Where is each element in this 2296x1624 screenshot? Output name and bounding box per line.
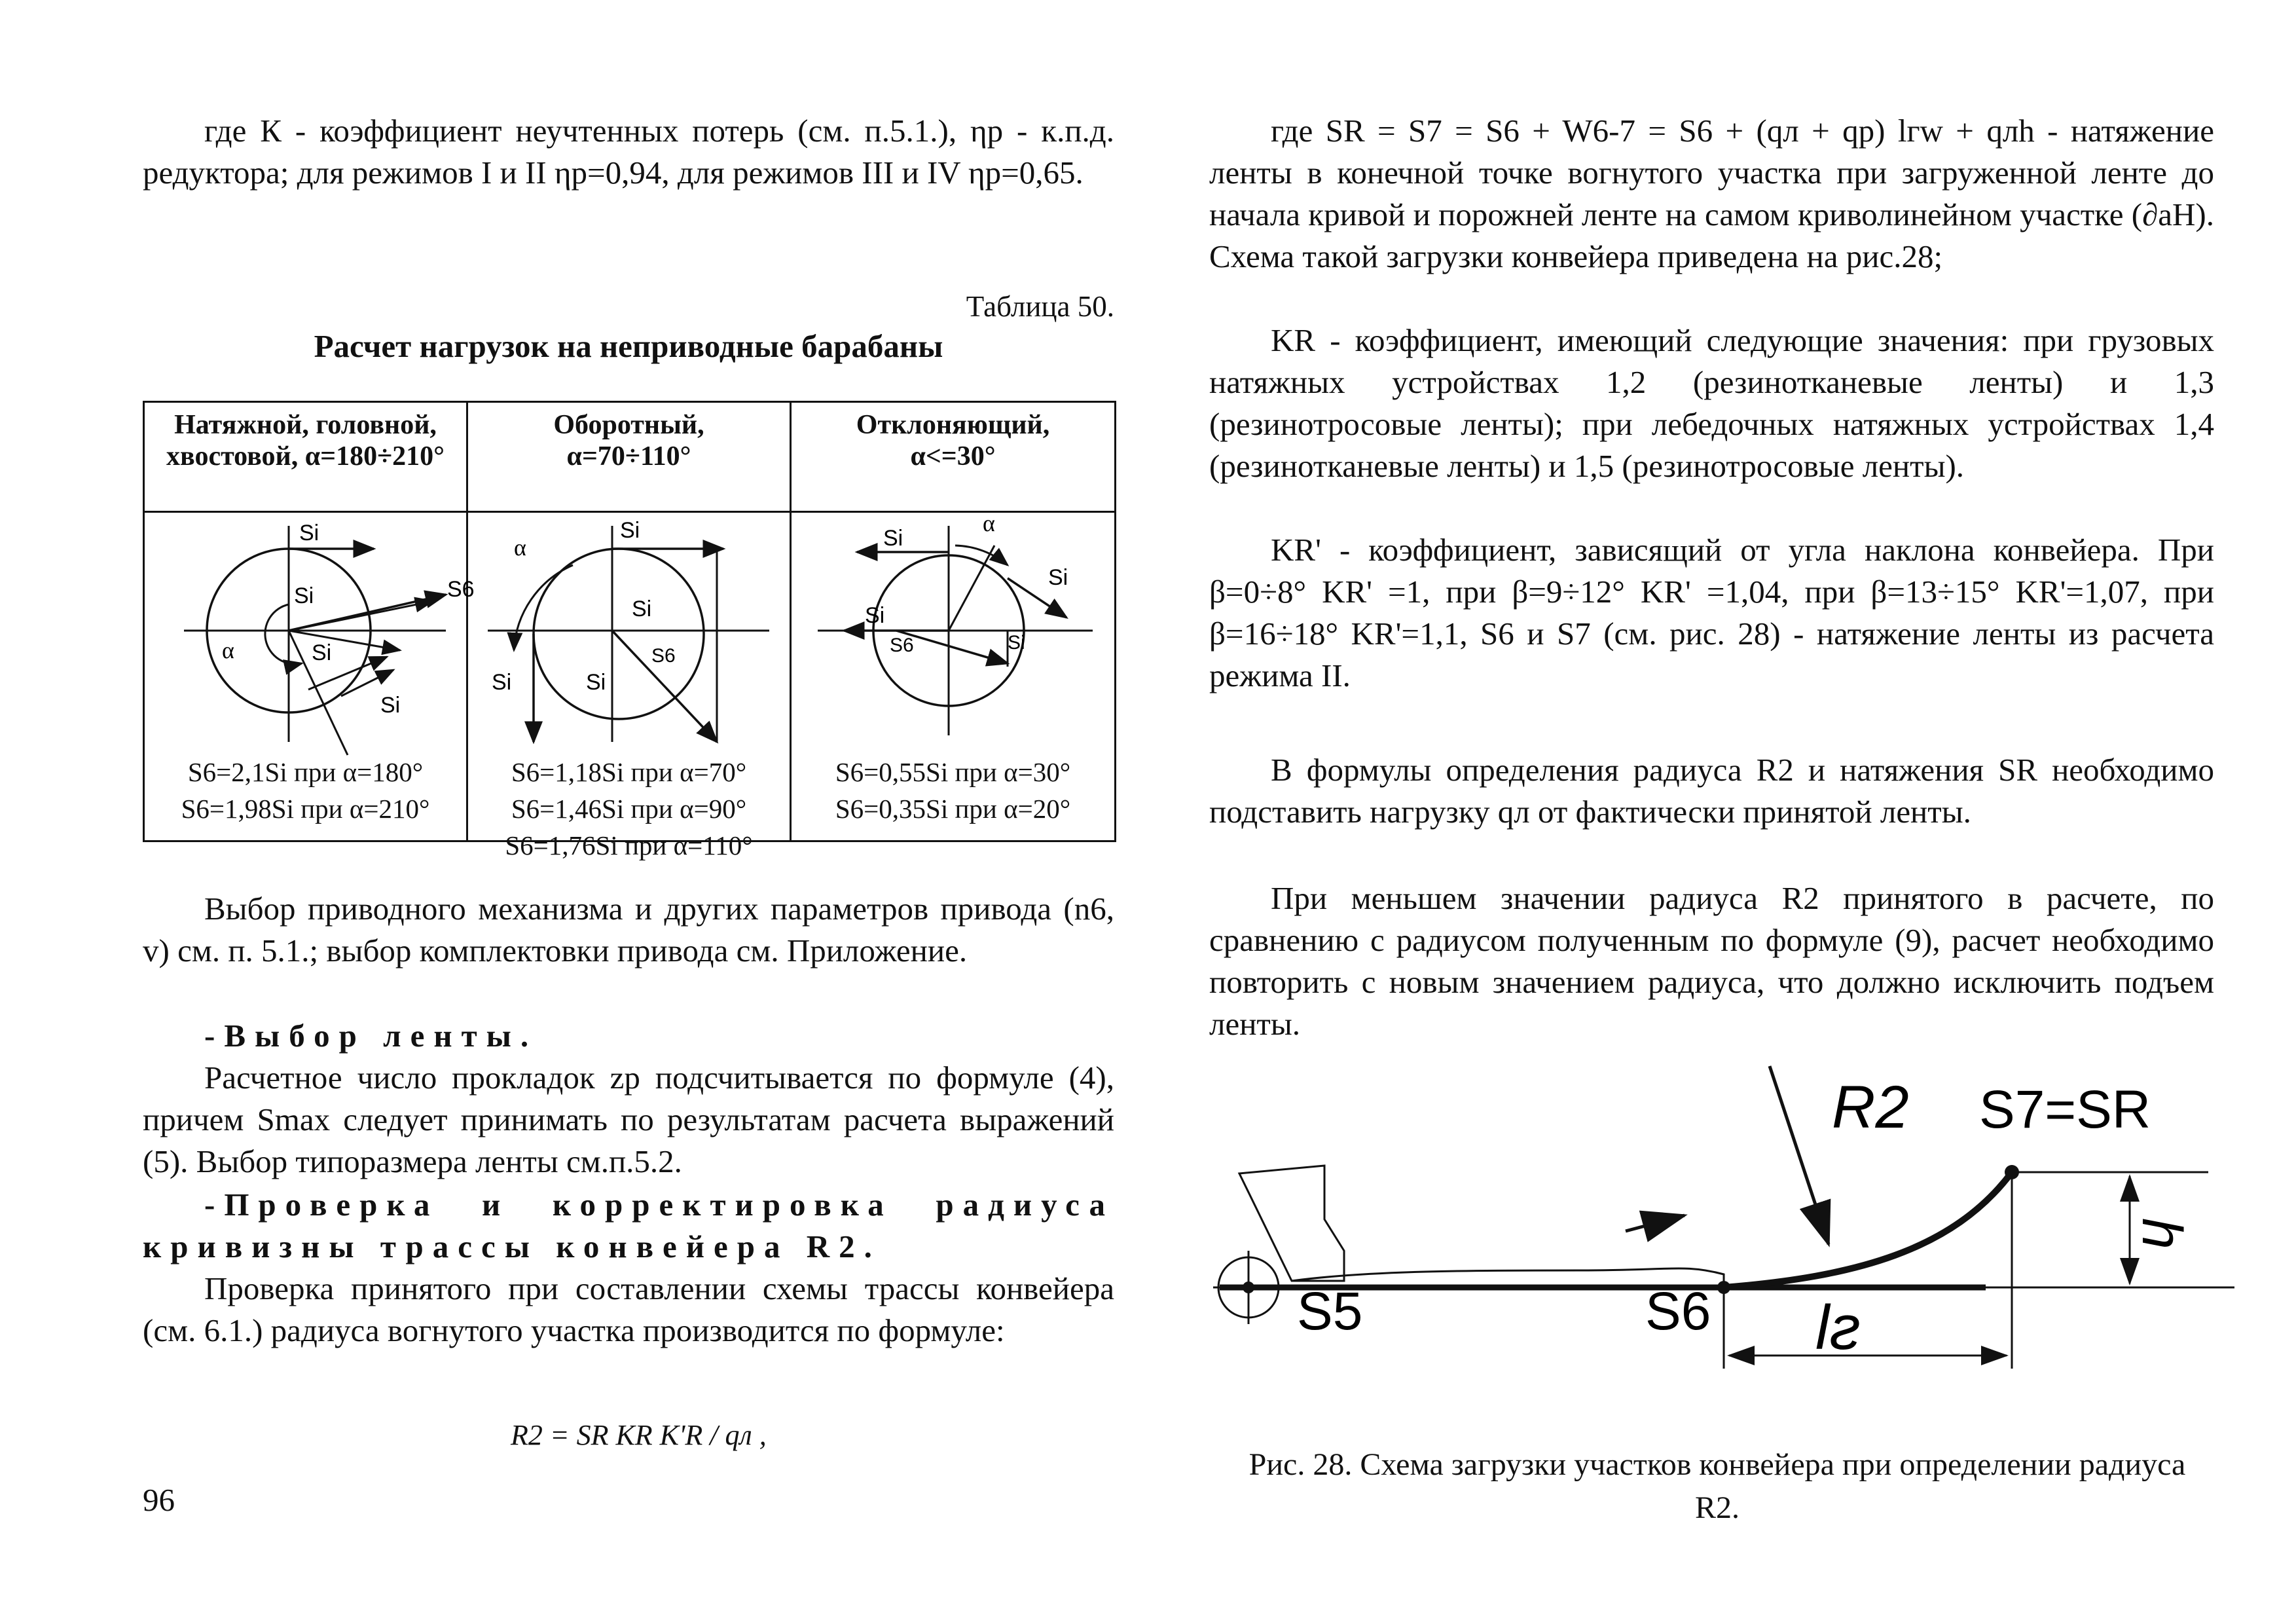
deflect-formulas bbox=[792, 754, 1114, 827]
heading-radius-check: -Проверка и корректировка радиуса кривизны трассы конвейера R2. bbox=[143, 1187, 1114, 1264]
fig-label-s5: S5 bbox=[1297, 1282, 1363, 1341]
fig-label-r2: R2 bbox=[1832, 1074, 1909, 1141]
return-formula-70: S6=1,18Si при α=70° bbox=[511, 757, 747, 787]
deflect-label-alpha: α bbox=[983, 510, 995, 536]
right-para-formula-load: В формулы определения радиуса R2 и натяжения SR необходимо подставить нагрузку qл от фактически принятой ленты. bbox=[1209, 752, 2214, 830]
left-para-plies: Расчетное число прокладок zр подсчитывается по формуле (4), причем Smax следует принимать по результатам расчета выражений (5). Выбор типоразмера ленты см.п.5.2. bbox=[143, 1060, 1114, 1179]
deflect-label-si-low: Si bbox=[1008, 632, 1025, 654]
fig-label-h: h bbox=[2130, 1218, 2193, 1249]
label-si-bottom: Si bbox=[380, 693, 401, 718]
table-header-return: Оборотный, α=70÷110° bbox=[467, 402, 791, 512]
table-header-tension: Натяжной, головной, хвостовой, α=180÷210° bbox=[144, 402, 467, 512]
right-para-kr: KR - коэффициент, имеющий следующие значения: при грузовых натяжных устройствах 1,2 (резинотканевые ленты) и 1,3 (резинотросовые ленты); при лебедочных натяжных устройствах 1,4 (резинотканевые ленты) и 1,5 (резинотросовые ленты). bbox=[1209, 322, 2214, 484]
right-para-kr-prime: KR' - коэффициент, зависящий от угла наклона конвейера. При β=0÷8° KR' =1, при β=9÷12° KR' =1,04, при β=13÷15° KR'=1,07, при β=16÷18° KR'=1,1, S6 и S7 (см. рис. 28) - натяжение ленты из расчета режима II. bbox=[1209, 532, 2214, 693]
return-label-s6: S6 bbox=[651, 645, 676, 667]
left-para-drive: Выбор приводного механизма и других параметров привода (n6, v) см. п. 5.1.; выбор комплектовки привода см. Приложение. bbox=[143, 891, 1114, 969]
return-formula-90: S6=1,46Si при α=90° bbox=[511, 794, 747, 824]
left-para-efficiency: где К - коэффициент неучтенных потерь (см. п.5.1.), ηр - к.п.д. редуктора; для режимов I и II ηр=0,94, для режимов III и IV ηр=0,65. bbox=[143, 113, 1114, 191]
deflect-label-si-right: Si bbox=[1048, 565, 1068, 590]
conveyor-loading-diagram bbox=[1213, 1054, 2234, 1408]
drum-load-table bbox=[143, 401, 1116, 860]
tension-formulas bbox=[145, 754, 466, 827]
deflect-formula-20: S6=0,35Si при α=20° bbox=[835, 794, 1071, 824]
fig-label-s7-sr: S7=SR bbox=[1979, 1080, 2151, 1139]
table-label: Таблица 50. bbox=[966, 290, 1114, 323]
table-header-deflect: Отклоняющий, α<=30° bbox=[791, 402, 1116, 512]
fig-label-lg: lг bbox=[1815, 1293, 1861, 1363]
tension-formula-180: S6=2,1Si при α=180° bbox=[187, 757, 424, 787]
heading-belt-choice: -Выбор ленты. bbox=[204, 1018, 538, 1054]
formula-r2: R2 = SR KR K'R / qл , bbox=[511, 1419, 767, 1451]
return-label-alpha: α bbox=[514, 534, 526, 561]
label-si-mid: Si bbox=[294, 583, 314, 608]
label-s6: S6 bbox=[447, 577, 475, 602]
table-cell-tension-figure bbox=[144, 512, 475, 841]
table-cell-return-figure bbox=[467, 512, 791, 860]
page-number: 96 bbox=[143, 1482, 175, 1518]
table-cell-deflect-figure bbox=[791, 512, 1116, 841]
fig-label-s6: S6 bbox=[1645, 1282, 1711, 1341]
return-label-si-left: Si bbox=[492, 670, 512, 695]
tension-formula-210: S6=1,98Si при α=210° bbox=[181, 794, 430, 824]
figure-caption: Рис. 28. Схема загрузки участков конвейера при определении радиуса R2. bbox=[1248, 1447, 2186, 1525]
return-formulas bbox=[468, 754, 790, 864]
right-para-sr: где SR = S7 = S6 + W6-7 = S6 + (qл + qр) lгw + qлh - натяжение ленты в конечной точке вогнутого участка при загруженной ленте до начала кривой и порожней ленте на самом криволинейном участке (∂аН). Схема такой загрузки конвейера приведена на рис.28; bbox=[1209, 113, 2214, 274]
label-alpha: α bbox=[222, 637, 234, 663]
return-label-si-low: Si bbox=[586, 670, 606, 695]
deflect-label-si-left: Si bbox=[865, 603, 885, 628]
left-para-radius-check: Проверка принятого при составлении схемы трассы конвейера (см. 6.1.) радиуса вогнутого участка производится по формуле: bbox=[143, 1270, 1114, 1348]
label-si-low: Si bbox=[312, 640, 332, 665]
right-para-smaller-radius: При меньшем значении радиуса R2 принятого в расчете, по сравнению с радиусом полученным по формуле (9), расчет необходимо повторить с новым значением радиуса, что должно исключить подъем ленты. bbox=[1209, 880, 2214, 1042]
deflect-formula-30: S6=0,55Si при α=30° bbox=[835, 757, 1071, 787]
deflect-label-si-top: Si bbox=[883, 526, 903, 551]
deflect-label-s6: S6 bbox=[890, 635, 914, 656]
return-label-si-top: Si bbox=[620, 518, 640, 543]
return-label-si-mid: Si bbox=[632, 597, 652, 621]
return-formula-110: S6=1,76Si при α=110° bbox=[505, 830, 753, 860]
table-title: Расчет нагрузок на неприводные барабаны bbox=[314, 328, 943, 364]
label-si-top: Si bbox=[299, 521, 319, 545]
right-page bbox=[1148, 0, 2296, 1624]
